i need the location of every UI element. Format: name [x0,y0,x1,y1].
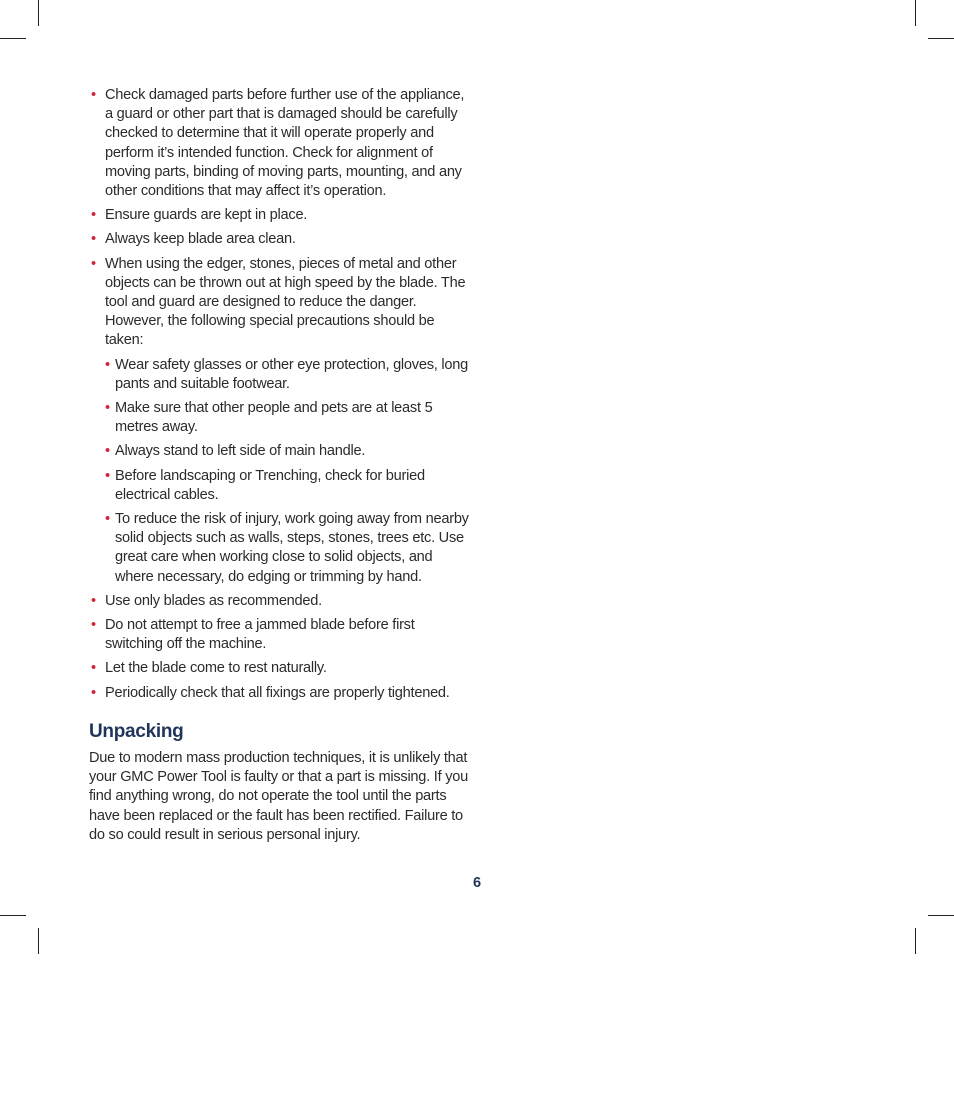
list-item-text: Let the blade come to rest naturally. [105,660,327,677]
precautions-sub-list [105,356,469,587]
sub-list-item-text: Wear safety glasses or other eye protection, gloves, long pants and suitable footwear. [115,356,468,392]
list-item-text: Do not attempt to free a jammed blade before first switching off the machine. [105,617,415,653]
crop-mark [928,915,954,916]
sub-list-item-text: Always stand to left side of main handle. [115,443,366,460]
sub-list-item [105,510,469,587]
unpacking-paragraph: Due to modern mass production techniques, it is unlikely that your GMC Power Tool is faulty or that a part is missing. If you find anything wrong, do not operate the tool until the parts have been replaced or the fault has been rectified. Failure to do so could result in serious personal injury. [89,749,468,843]
sub-list-item [105,399,469,437]
section-heading-unpacking: Unpacking [89,720,184,742]
crop-mark [38,0,39,26]
sub-list-item-text: To reduce the risk of injury, work going away from nearby solid objects such as walls, steps, stones, trees etc. Use great care when working close to solid objects, and where necessary, do edging or trimming by hand. [115,511,469,585]
list-item-text: Always keep blade area clean. [105,231,296,248]
crop-mark [0,915,26,916]
list-item-text: Periodically check that all fixings are properly tightened. [105,684,450,701]
list-item [89,255,469,587]
list-item [89,684,469,703]
crop-mark [38,928,39,954]
page-number: 6 [472,875,482,891]
sub-list-item-text: Make sure that other people and pets are at least 5 metres away. [115,400,433,436]
list-item-text: Ensure guards are kept in place. [105,207,308,224]
list-item [89,616,469,654]
list-item [89,206,469,225]
list-item [89,659,469,678]
crop-mark [0,38,26,39]
crop-mark [915,0,916,26]
sub-list-item [105,467,469,505]
sub-list-item [105,356,469,394]
list-item [89,86,469,201]
list-item-text: Use only blades as recommended. [105,592,322,609]
crop-mark [928,38,954,39]
crop-mark [915,928,916,954]
list-item [89,592,469,611]
list-item-text: When using the edger, stones, pieces of metal and other objects can be thrown out at high speed by the blade. The tool and guard are designed to reduce the danger. However, the following special precautions should be taken: [105,255,466,349]
list-item-text: Check damaged parts before further use of the appliance, a guard or other part that is damaged should be carefully checked to determine that it will operate properly and perform it’s intended function. Check for alignment of moving parts, binding of moving parts, mounting, and any other conditions that may affect it’s operation. [105,87,465,200]
sub-list-item-text: Before landscaping or Trenching, check for buried electrical cables. [115,467,425,503]
sub-list-item [105,442,469,461]
list-item [89,230,469,249]
page-content [89,86,469,845]
safety-bullet-list [89,86,469,703]
